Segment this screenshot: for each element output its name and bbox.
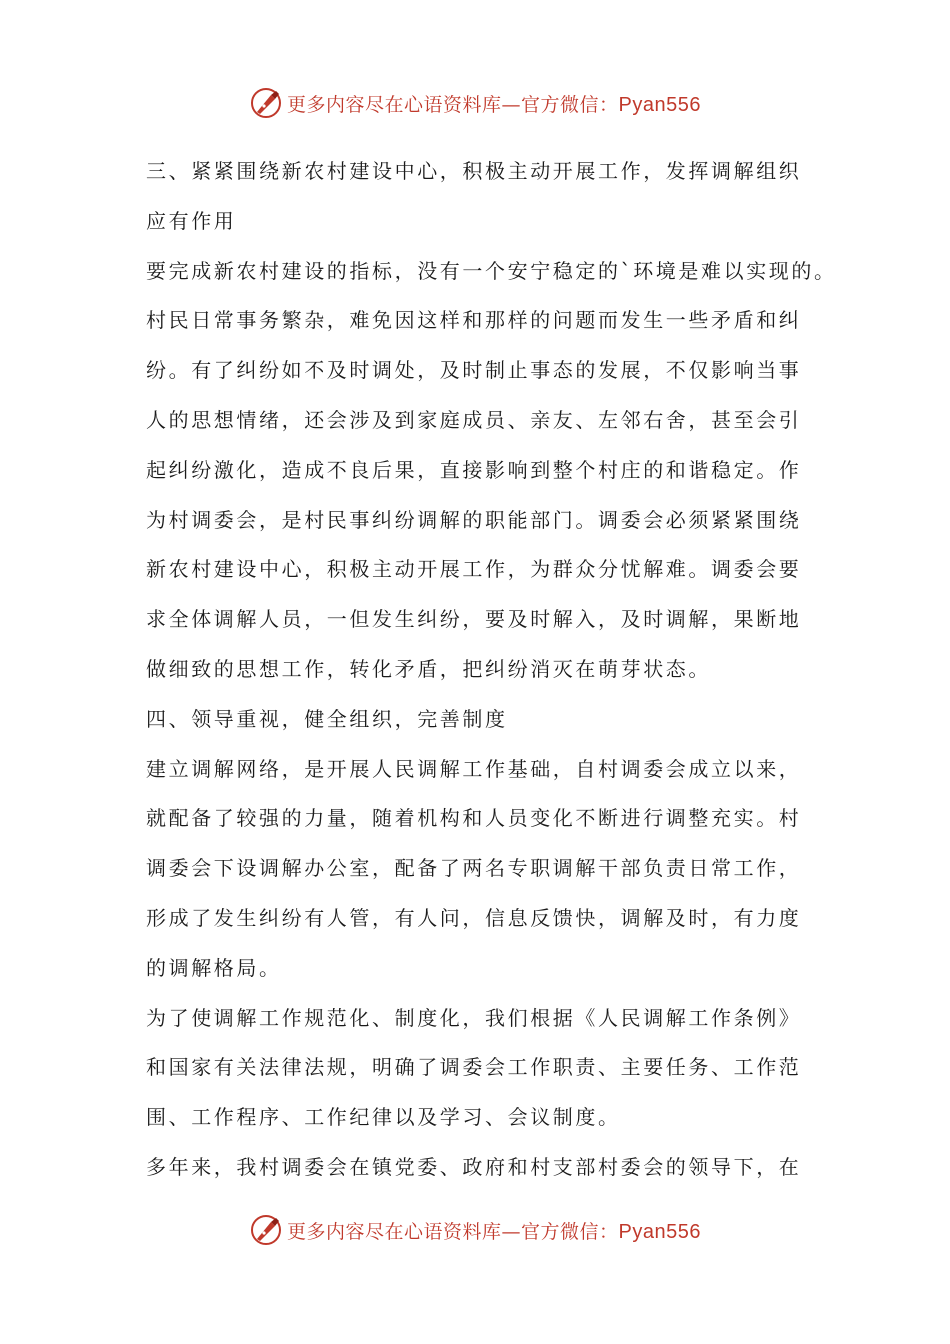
paragraph-line: 新农村建设中心，积极主动开展工作，为群众分忧解难。调委会要 bbox=[146, 557, 802, 582]
footer-banner bbox=[0, 1210, 950, 1250]
header-banner bbox=[0, 83, 950, 123]
footer-banner-text: 更多内容尽在心语资料库—官方微信：Pyan556 bbox=[287, 1220, 701, 1243]
paragraph-line: 多年来，我村调委会在镇党委、政府和村支部村委会的领导下，在 bbox=[146, 1154, 802, 1179]
paragraph-line: 村民日常事务繁杂，难免因这样和那样的问题而发生一些矛盾和纠 bbox=[146, 308, 802, 333]
section-heading-4: 四、领导重视，健全组织，完善制度 bbox=[146, 706, 508, 731]
paragraph-line: 就配备了较强的力量，随着机构和人员变化不断进行调整充实。村 bbox=[146, 806, 802, 831]
paragraph-line: 的调解格局。 bbox=[146, 955, 282, 980]
paragraph-line: 为村调委会，是村民事纠纷调解的职能部门。调委会必须紧紧围绕 bbox=[146, 507, 802, 532]
paragraph-line: 人的思想情绪，还会涉及到家庭成员、亲友、左邻右舍，甚至会引 bbox=[146, 407, 802, 432]
footer-banner-handle: Pyan556 bbox=[618, 1220, 701, 1243]
paragraph-line: 为了使调解工作规范化、制度化，我们根据《人民调解工作条例》 bbox=[146, 1005, 802, 1030]
paragraph-line: 调委会下设调解办公室，配备了两名专职调解干部负责日常工作， bbox=[146, 856, 802, 881]
header-banner-handle: Pyan556 bbox=[618, 93, 701, 116]
section-heading-3-line-1: 三、紧紧围绕新农村建设中心，积极主动开展工作，发挥调解组织 bbox=[146, 159, 802, 183]
header-banner-text: 更多内容尽在心语资料库—官方微信：Pyan556 bbox=[287, 93, 701, 116]
paragraph-line: 纷。有了纠纷如不及时调处，及时制止事态的发展，不仅影响当事 bbox=[146, 358, 802, 383]
paragraph-line: 起纠纷激化，造成不良后果，直接影响到整个村庄的和谐稳定。作 bbox=[146, 457, 802, 482]
paragraph-line: 做细致的思想工作，转化矛盾，把纠纷消灭在萌芽状态。 bbox=[146, 656, 711, 681]
paragraph-line: 形成了发生纠纷有人管，有人问，信息反馈快，调解及时，有力度 bbox=[146, 905, 802, 930]
section-heading-3-line-2: 应有作用 bbox=[146, 208, 237, 233]
paragraph-line: 围、工作程序、工作纪律以及学习、会议制度。 bbox=[146, 1105, 621, 1130]
document-body bbox=[146, 147, 837, 1193]
pen-nib-logo-icon bbox=[249, 86, 283, 120]
paragraph-line: 建立调解网络，是开展人民调解工作基础，自村调委会成立以来， bbox=[146, 756, 802, 781]
pen-nib-logo-icon bbox=[249, 1213, 283, 1247]
paragraph-line: 要完成新农村建设的指标，没有一个安宁稳定的`环境是难以实现的。 bbox=[146, 258, 837, 283]
paragraph-line: 和国家有关法律法规，明确了调委会工作职责、主要任务、工作范 bbox=[146, 1055, 802, 1080]
paragraph-line: 求全体调解人员，一但发生纠纷，要及时解入，及时调解，果断地 bbox=[146, 607, 802, 632]
